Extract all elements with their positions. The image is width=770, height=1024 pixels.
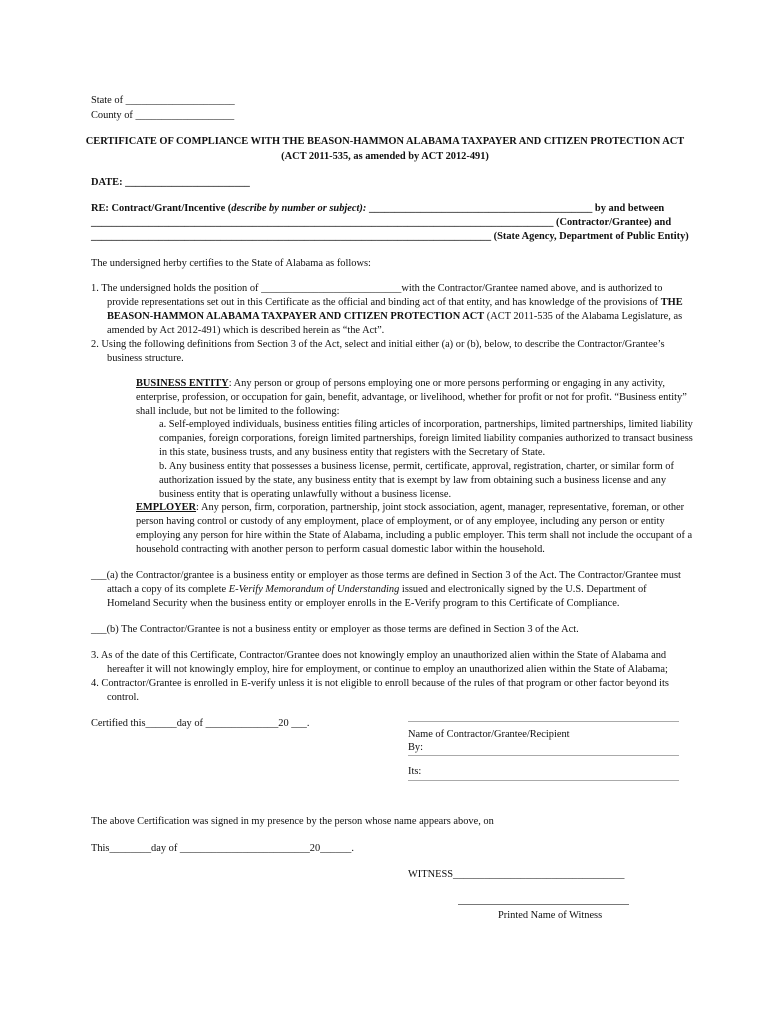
item-1-act-name: BEASON-HAMMON ALABAMA TAXPAYER AND CITIZEN PROTECTION ACT [107, 311, 485, 322]
def-a-line-2: companies, foreign corporations, foreign limited partnerships, foreign limited liability companies authorized to transact business [159, 433, 693, 444]
item-3-line-2: hereafter it will not knowingly employ, hire for employment, or continue to employ an unauthorized alien within the State of Alabama; [107, 664, 668, 675]
item-2-line-2: business structure. [107, 353, 184, 364]
employer-line-4: household contracting with another person to perform casual domestic labor within the household. [136, 544, 545, 555]
item-2-line-1: 2. Using the following definitions from Section 3 of the Act, select and initial either (a) or (b), below, to describe the Contractor/Grantee’s [91, 339, 665, 350]
witness-statement: The above Certification was signed in my presence by the person whose name appears above, on [91, 816, 494, 827]
re-describe: describe by number or subject): [231, 203, 367, 214]
this-day-line[interactable]: This________day of _________________________20______. [91, 843, 354, 854]
option-a-line-1[interactable]: ___(a) the Contractor/grantee is a business entity or employer as those terms are defined in Section 3 of the Act. The Contractor/Grantee must [91, 570, 681, 581]
employer-line-3: employing any person for hire within the State of Alabama, including a public employer. This term shall not include the occupant of a [136, 530, 693, 541]
item-1-text: provide representations set out in this Certificate as the official and binding act of that entity, and has knowledge of the provisions of [107, 297, 661, 308]
business-entity-line-2: enterprise, profession, or occupation for gain, benefit, advantage, or livelihood, whether for profit or not for profit. “Business entity” [136, 392, 687, 403]
re-label: RE: Contract/Grant/Incentive ( [91, 203, 232, 214]
item-1-line-3 [107, 310, 682, 323]
business-entity-line-3: shall include, but not be limited to the following: [136, 406, 340, 417]
employer-def: : Any person, firm, corporation, partnership, joint stock association, agent, manager, representative, foreman, or other [196, 502, 685, 513]
signature-line-its[interactable] [408, 780, 679, 781]
signature-line-name[interactable] [408, 721, 679, 722]
state-field[interactable]: State of _____________________ [91, 95, 235, 106]
option-a-mou: E-Verify Memorandum of Understanding [228, 584, 400, 595]
def-b-line-1: b. Any business entity that possesses a business license, permit, certificate, approval, registration, charter, or similar form of [159, 461, 674, 472]
option-a-line-3: Homeland Security when the business entity or employer enrolls in the E-Verify program to this Certificate of Compliance. [107, 598, 620, 609]
item-1-line-4: amended by Act 2012-491) which is described herein as “the Act”. [107, 325, 385, 336]
item-3-line-1: 3. As of the date of this Certificate, Contractor/Grantee does not knowingly employ an unauthorized alien within the State of Alabama and [91, 650, 667, 661]
item-4-line-1: 4. Contractor/Grantee is enrolled in E-verify unless it is not eligible to enroll because of the rules of that program or other factor beyond its [91, 678, 669, 689]
item-1-line-1[interactable]: 1. The undersigned holds the position of ___________________________with the Contractor/Grantee named above, and is authorized to [91, 283, 663, 294]
def-b-line-3: business entity that is operating unlawfully without a business license. [159, 489, 452, 500]
signature-line-by[interactable] [408, 755, 679, 756]
option-a-line-2 [107, 583, 647, 596]
employer-term: EMPLOYER [136, 502, 197, 513]
def-b-line-2: authorization issued by the state, any business entity that is exempt by law from obtaining such a business license and any [159, 475, 667, 486]
employer-line-2: person having control or custody of any employment, place of employment, or of any employee, including any person or entity [136, 516, 665, 527]
business-entity-line-1 [136, 377, 665, 390]
item-1-act-name-start: THE [660, 297, 683, 308]
re-line-1[interactable] [91, 202, 664, 215]
re-line-3[interactable]: _____________________________________________________________________________ (State Agency, Department of Public Entity) [91, 231, 689, 242]
its-label: Its: [408, 766, 422, 777]
employer-line-1 [136, 501, 684, 514]
item-1-act-ref: (ACT 2011-535 of the Alabama Legislature, as [484, 311, 683, 322]
printed-name-label: Printed Name of Witness [498, 910, 603, 921]
by-label: By: [408, 742, 424, 753]
def-a-line-1: a. Self-employed individuals, business entities filing articles of incorporation, partnerships, limited partnerships, limited liability [159, 419, 693, 430]
printed-name-line[interactable] [458, 904, 629, 905]
option-a-text: attach a copy of its complete [107, 584, 229, 595]
business-entity-def: : Any person or group of persons employing one or more persons performing or engaging in any activity, [228, 378, 665, 389]
business-entity-term: BUSINESS ENTITY [136, 378, 229, 389]
certified-line[interactable]: Certified this______day of ______________20 ___. [91, 718, 310, 729]
option-b-line[interactable]: ___(b) The Contractor/Grantee is not a business entity or employer as those terms are defined in Section 3 of the Act. [91, 624, 579, 635]
re-blank-1[interactable]: ___________________________________________ by and between [368, 203, 665, 214]
re-line-2[interactable]: _________________________________________________________________________________________ (Contractor/Grantee) and [91, 217, 672, 228]
document-title: CERTIFICATE OF COMPLIANCE WITH THE BEASON-HAMMON ALABAMA TAXPAYER AND CITIZEN PROTECTION ACT [85, 136, 685, 147]
intro-text: The undersigned herby certifies to the State of Alabama as follows: [91, 258, 371, 269]
name-label: Name of Contractor/Grantee/Recipient [408, 729, 570, 740]
witness-field[interactable]: WITNESS_________________________________ [408, 869, 625, 880]
date-field[interactable]: DATE: ________________________ [91, 177, 250, 188]
def-a-line-3: in this state, business trusts, and any business entity that registers with the Secretary of State. [159, 447, 546, 458]
option-a-text-2: issued and electronically signed by the U.S. Department of [399, 584, 647, 595]
item-4-line-2: control. [107, 692, 140, 703]
county-field[interactable]: County of ___________________ [91, 110, 235, 121]
item-1-line-2 [107, 296, 683, 309]
document-subtitle: (ACT 2011-535, as amended by ACT 2012-491) [281, 151, 489, 162]
